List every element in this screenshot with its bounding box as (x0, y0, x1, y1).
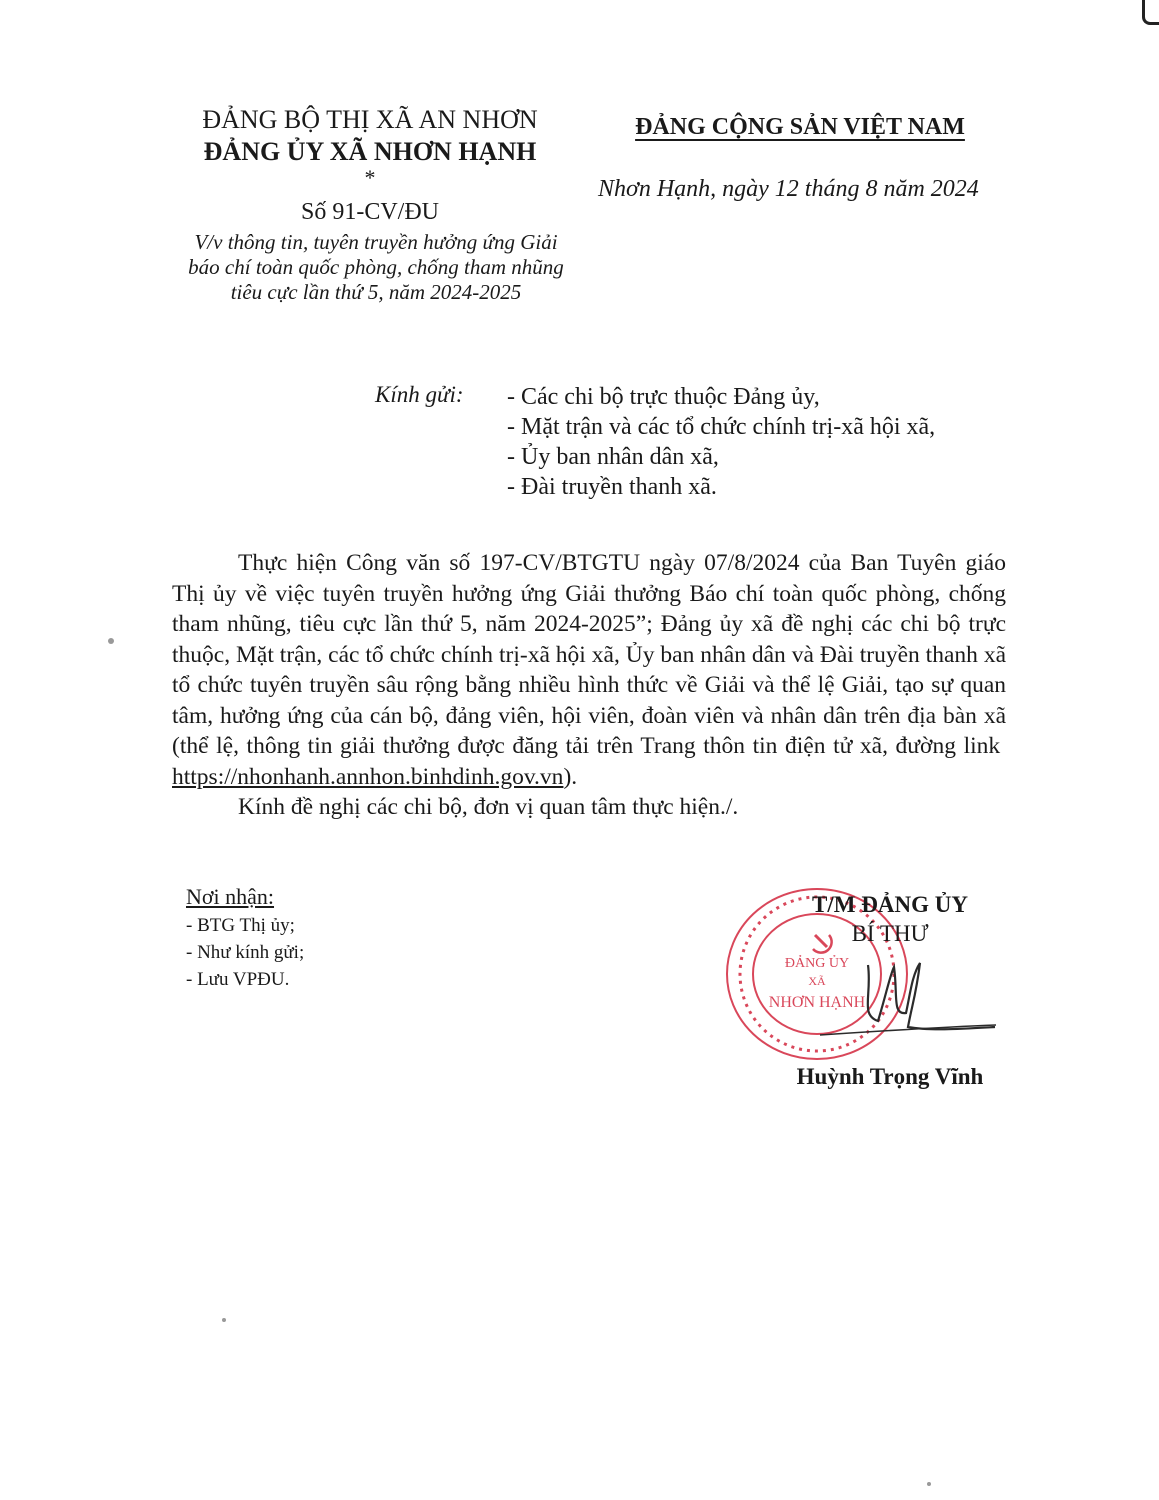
main-paragraph (172, 548, 1006, 792)
main-paragraph-text: Thực hiện Công văn số 197-CV/BTGTU ngày 07/8/2024 của Ban Tuyên giáo Thị ủy về việc tuyên truyền hưởng ứng Giải thưởng Báo chí toàn quốc phòng, chống tham nhũng, tiêu cực lần thứ 5, năm 2024-2025”; Đảng ủy xã đề nghị các chi bộ trực thuộc, Mặt trận, các tổ chức chính trị-xã hội xã, Ủy ban nhân dân và Đài truyền thanh xã tổ chức tuyên truyền sâu rộng bằng nhiều hình thức về Giải và thể lệ Giải, tạo sự quan tâm, hưởng ứng của cán bộ, đảng viên, hội viên, đoàn viên và nhân dân trên địa bàn xã (thể lệ, thông tin giải thưởng được đăng tải trên Trang thôn tin điện tử xã, đường link (172, 550, 1006, 759)
distribution-item: - Như kính gửi; (186, 942, 305, 963)
recipients-label: Kính gửi: (375, 382, 464, 407)
recipient-item: - Ủy ban nhân dân xã, (507, 444, 719, 470)
on-behalf-label: T/M ĐẢNG ỦY (812, 892, 968, 917)
place-date: Nhơn Hạnh, ngày 12 tháng 8 năm 2024 (598, 176, 979, 202)
stamp-text-mid: XÃ (808, 974, 826, 988)
letter-body (172, 548, 1006, 823)
recipient-item: - Các chi bộ trực thuộc Đảng ủy, (507, 384, 820, 410)
commune-committee-name: ĐẢNG ỦY XÃ NHƠN HẠNH (203, 137, 537, 166)
handwritten-signature (760, 935, 1000, 1045)
recipients-list (507, 382, 935, 502)
distribution-label: Nơi nhận: (186, 884, 275, 909)
recipient-item: - Đài truyền thanh xã. (507, 474, 717, 500)
document-subject (166, 230, 586, 305)
stamp-text-top: ĐẢNG ỦY (784, 956, 850, 971)
party-committee-name: ĐẢNG BỘ THỊ XÃ AN NHƠN (202, 105, 538, 134)
website-link[interactable]: https://nhonhanh.annhon.binhdinh.gov.vn (172, 763, 564, 790)
subject-line: V/v thông tin, tuyên truyền hưởng ứng Giải (194, 230, 558, 254)
scan-speck (108, 638, 114, 644)
header-star: * (364, 165, 376, 190)
closing-request: Kính đề nghị các chi bộ, đơn vị quan tâm thực hiện./. (238, 794, 739, 820)
distribution-item: - Lưu VPĐU. (186, 969, 290, 990)
stamp-text-bottom: NHƠN HẠNH (768, 994, 866, 1011)
scan-speck (927, 1482, 931, 1486)
party-header (590, 114, 1010, 141)
signer-role: BÍ THƯ (851, 921, 929, 946)
scan-edge-mark (1142, 0, 1159, 25)
party-name: ĐẢNG CỘNG SẢN VIỆT NAM (635, 114, 965, 140)
subject-line: tiêu cực lần thứ 5, năm 2024-2025 (230, 280, 522, 304)
distribution-list (186, 912, 304, 993)
signer-name: Huỳnh Trọng Vĩnh (796, 1064, 984, 1089)
distribution-item: - BTG Thị ủy; (186, 915, 295, 936)
subject-line: báo chí toàn quốc phòng, chống tham nhũng (188, 255, 564, 279)
issuer-header (180, 104, 564, 305)
scan-speck (222, 1318, 226, 1322)
document-number: Số 91-CV/ĐU (300, 199, 439, 225)
recipient-item: - Mặt trận và các tổ chức chính trị-xã hội xã, (507, 414, 936, 440)
link-closing-punctuation: ). (563, 763, 578, 790)
